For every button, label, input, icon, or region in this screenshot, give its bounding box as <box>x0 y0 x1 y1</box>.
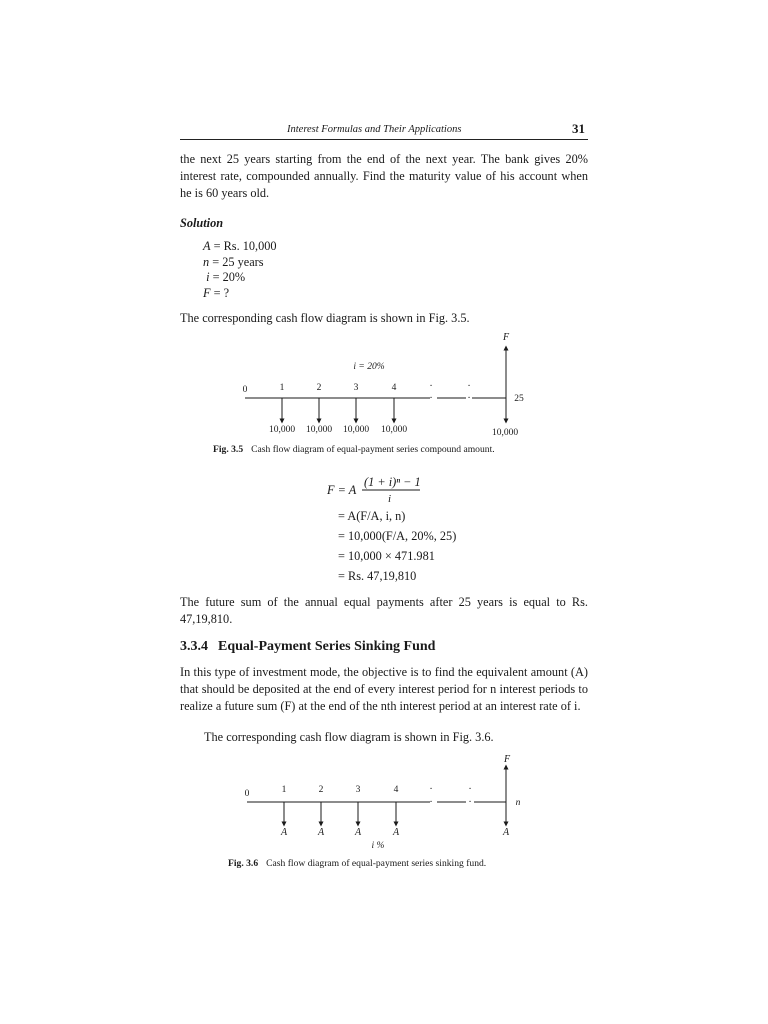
section-heading <box>180 639 435 655</box>
fig35-period-label: 1 <box>279 383 285 393</box>
fig35-intro: The corresponding cash flow diagram is shown in Fig. 3.5. <box>180 311 470 325</box>
fig35-rate-label: i = 20% <box>353 362 385 372</box>
given-item: i = 20% <box>206 270 246 284</box>
fig35-period-label: 4 <box>391 383 397 393</box>
fig36-payment-label: A <box>354 827 362 838</box>
fig36-caption <box>228 858 486 869</box>
fig36-payment-label: A <box>317 827 325 838</box>
fig35-end-period: 25 <box>514 394 524 404</box>
given-item: n = 25 years <box>203 254 264 269</box>
fig36-intro: The corresponding cash flow diagram is shown in Fig. 3.6. <box>204 730 494 744</box>
section-number: 3.3.4 <box>180 639 208 654</box>
given-item: F = ? <box>203 285 230 300</box>
fig36-caption-text: Cash flow diagram of equal-payment series sinking fund. <box>266 858 487 869</box>
page-number: 31 <box>572 121 585 136</box>
fig36-period-label: 4 <box>393 785 399 795</box>
fig35-f-label: F <box>502 332 510 343</box>
fig35-payment-label: 10,000 <box>342 425 370 435</box>
solution-label: Solution <box>180 216 224 230</box>
fig35-payment-label: 10,000 <box>380 425 408 435</box>
fig35-period-zero: 0 <box>242 385 248 395</box>
ellipsis-dot: · <box>468 784 472 795</box>
ellipsis-dot: · <box>429 797 433 808</box>
ellipsis-dot: · <box>467 381 471 392</box>
fig36-end-period: n <box>515 798 521 808</box>
equation-denominator: i <box>388 493 392 505</box>
fig36-caption-number: Fig. 3.6 <box>228 858 259 869</box>
intro-paragraph: the next 25 years starting from the end of the next year. The bank gives 20% interest rate, compounded annually. Find the maturity value of his account when he is 60 years old. <box>180 152 588 200</box>
fig36-period-label: 2 <box>318 785 324 795</box>
fig35-period-label: 2 <box>316 383 322 393</box>
ellipsis-dot: · <box>429 381 433 392</box>
equation-numerator: (1 + i)ⁿ − 1 <box>364 475 421 489</box>
section-paragraph: In this type of investment mode, the objective is to find the equivalent amount (A) that should be deposited at the end of every interest period for n interest periods to realize a future sum (F) at the end of the nth interest period at an interest rate of i. <box>180 665 588 713</box>
equation-step: = 10,000 × 471.981 <box>338 549 435 563</box>
fig36-payment-label: A <box>280 827 288 838</box>
fig35-caption-number: Fig. 3.5 <box>213 444 244 455</box>
section-title: Equal-Payment Series Sinking Fund <box>218 639 436 654</box>
fig36-f-label: F <box>503 754 511 765</box>
fig35-caption <box>213 444 495 455</box>
running-header-title: Interest Formulas and Their Applications <box>287 124 462 135</box>
fig35-payment-label: 10,000 <box>268 425 296 435</box>
fig36-rate-label: i % <box>371 841 385 851</box>
fig35-caption-text: Cash flow diagram of equal-payment series compound amount. <box>251 444 495 455</box>
fig36-period-label: 1 <box>281 785 287 795</box>
ellipsis-dot: · <box>429 784 433 795</box>
ellipsis-dot: · <box>467 393 471 404</box>
fig35-end-payment-label: 10,000 <box>491 428 519 438</box>
equation-lhs: F = A <box>327 483 357 497</box>
fig36-period-zero: 0 <box>244 789 250 799</box>
ellipsis-dot: · <box>468 797 472 808</box>
fig36-period-label: 3 <box>355 785 361 795</box>
equation-step: = A(F/A, i, n) <box>338 509 406 523</box>
conclusion-paragraph: The future sum of the annual equal payments after 25 years is equal to Rs. 47,19,810. <box>180 595 588 626</box>
fig36-end-payment-label: A <box>502 827 510 838</box>
fig35-payment-label: 10,000 <box>305 425 333 435</box>
fig35-period-label: 3 <box>353 383 359 393</box>
fig36-payment-label: A <box>392 827 400 838</box>
equation-result: = Rs. 47,19,810 <box>338 569 417 583</box>
given-item: A = Rs. 10,000 <box>203 239 277 253</box>
ellipsis-dot: · <box>429 393 433 404</box>
equation-step: = 10,000(F/A, 20%, 25) <box>338 529 457 543</box>
